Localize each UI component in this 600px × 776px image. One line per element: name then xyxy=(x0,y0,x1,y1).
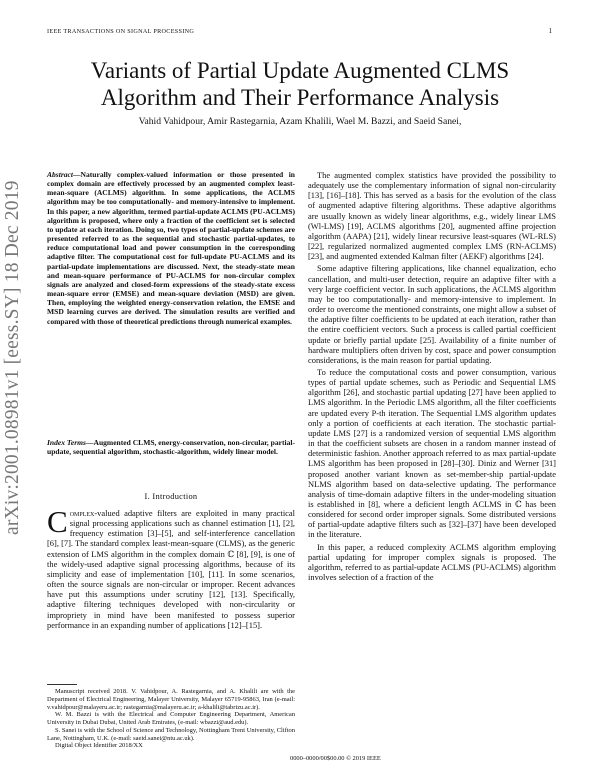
footnotes xyxy=(47,688,295,750)
paragraph-augmented-statistics: The augmented complex statistics have provided the possibility to adequately use the complementary information of signal non-circularity [13], [16]–[18]. This has served as a basis for the evolution of the class of augmented adaptive filtering algorithms. These adaptive algorithms are usually known as widely linear algorithms, e.g., widely linear LMS (Wl-LMS) [19], ACLMS algorithms [20], augmented affine projection algorithm (AAPA) [21], widely linear recursive least-squares (WL-RLS) [22], regularized normalized augmented complex LMS (RN-ACLMS) [23], and augmented extended Kalman filter (AEKF) algorithms [24]. xyxy=(308,170,556,262)
index-terms-label: Index Terms xyxy=(47,438,86,447)
running-header-journal: IEEE TRANSACTIONS ON SIGNAL PROCESSING xyxy=(47,28,195,35)
page-number: 1 xyxy=(548,27,552,35)
paragraph-this-paper: In this paper, a reduced complexity ACLMS algorithm employing partial updating for improper complex signals is proposed. The algorithm, referred to as partial-update ACLMS (PU-ACLMS) algorithm involves selection of a fraction of the xyxy=(308,541,556,583)
arxiv-side-stamp[interactable]: arXiv:2001.08981v1 [eess.SY] 18 Dec 2019 xyxy=(2,180,23,535)
abstract xyxy=(47,170,295,326)
footnote-sanei: S. Sanei is with the School of Science and Technology, Nottingham Trent University, Clifton Lane, Nottingham, U.K. (e-mail: saeid.sanei@ntu.ac.uk). xyxy=(47,726,295,742)
footnote-bazzi: W. M. Bazzi is with the Electrical and Computer Engineering Department, American University in Dubai Dubai, United Arab Emirates, (e-mail: wbazzi@aud.edu). xyxy=(47,711,295,726)
index-terms-text: —Augmented CLMS, energy-conservation, non-circular, partial-update, sequential algorithm, stochastic-algorithm, widely linear model. xyxy=(47,438,295,457)
title-line-1: Variants of Partial Update Augmented CLMS xyxy=(90,58,510,83)
abstract-text: —Naturally complex-valued information or those presented in complex domain are effectively processed by an augmented complex least-mean-square (ACLMS) algorithm. In some applications, the ACLMS algorithm may be too computationally- and memory-intensive to implement. In this paper, a new algorithm, termed partial-update ACLMS (PU-ACLMS) algorithm is proposed, where only a fraction of the coefficient set is selected to update at each iteration. Doing so, two types of partial-update schemes are presented referred to as the sequential and stochastic partial-updates, to reduce computational load and power consumption in the corresponding adaptive filter. The computational cost for full-update PU-ACLMS and its partial-update implementations are discussed. Next, the steady-state mean and mean-square performance of PU-ACLMS for non-circular complex signals are analyzed and closed-form expressions of the steady-state excess mean-square error (EMSE) and mean-square deviation (MSD) are given. Then, employing the weighted energy-conservation relation, the EMSE and MSD learning curves are derived. The simulation results are verified and compared with those of theoretical predictions through numerical examples. xyxy=(47,170,295,326)
footnote-doi: Digital Object Identifier 2018/XX xyxy=(55,742,143,750)
small-caps-lead: omplex xyxy=(69,508,95,518)
paragraph-partial-update-schemes: To reduce the computational costs and power consumption, various types of partial update schemes, such as Periodic and Sequential LMS algorithm [26], and stochastic partial updating [27] have been applied to LMS algorithm. In the Periodic LMS algorithm, all the filter coefficients are updated every P-th iteration. The Sequential LMS algorithm updates only a portion of coefficients at each iteration. The stochastic partial-update LMS [27] is a randomized version of sequential LMS algorithm in that the coefficient subsets are chosen in a random manner instead of deterministic fashion. Another approach referred to as max partial-update LMS algorithm has been proposed in [28]–[30]. Diniz and Werner [31] proposed another variant known as set-member-ship partial-update NLMS algorithm based on data-selective updating. The performance analysis of time-domain adaptive filters in the under-modeling situation is established in [8], where a deficient length ACLMS in ℂ has been considered for second order improper signals. Some distributed versions of partial-update adaptive filters such as [32]–[37] have been developed in the literature. xyxy=(308,366,556,540)
paragraph-applications: Some adaptive filtering applications, like channel equalization, echo cancellation, and multi-user detection, require an adaptive filter with a very large coefficient vector. In such applications, the ACLMS algorithm may be too computationally- and memory-intensive to implement. In order to overcome the mentioned constraints, one might allow a subset of the adaptive filter coefficients to be updated at each iteration, rather than the entire coefficient vectors. Such a process is called partial coefficient update or briefly partial update [25]. Availability of a finite number of hardware multipliers often driven by cost, space and power consumption considerations, is the main reason for partial updating. xyxy=(308,263,556,365)
index-terms xyxy=(47,438,295,456)
abstract-label: Abstract xyxy=(47,170,73,179)
footnote-manuscript: Manuscript received 2018. V. Vahidpour, A. Rastegarnia, and A. Khalili are with the Department of Electrical Engineering, Malayer University, Malayer 65719-95863, Iran (e-mail: v.vahidpour@malayeru.ac.ir; rastegarnia@malayeru.ac.ir; a-khalili@tabrizu.ac.ir). xyxy=(47,688,295,711)
author-list: Vahid Vahidpour, Amir Rastegarnia, Azam Khalili, Wael M. Bazzi, and Saeid Sanei, xyxy=(138,116,462,127)
title-line-2: Algorithm and Their Performance Analysis xyxy=(100,85,500,110)
introduction-text: -valued adaptive filters are exploited in many practical signal processing applications such as channel estimation [1], [2], frequency estimation [3]–[5], and self-interference cancellation [6], [7]. The standard complex least-mean-square (CLMS), as the generic extension of LMS algorithm in the complex domain ℂ [8], [9], is one of the widely-used adaptive signal processing algorithms, because of its simplicity and ease of implementation [10], [11]. In some scenarios, often the source signals are non-circular or improper. Recent advances have put this assumptions under scrutiny [12], [13]. Specifically, adaptive filtering techniques developed with non-circularity or impropriety in mind have been manifested to possess superior performance in an expanding number of applications [12]–[15]. xyxy=(47,508,295,630)
section-heading-introduction: I. Introduction xyxy=(144,492,198,501)
introduction-paragraph xyxy=(47,504,295,630)
paper-title xyxy=(47,57,553,111)
footnote-rule xyxy=(47,684,77,685)
copyright-notice: 0000–0000/00$00.00 © 2019 IEEE xyxy=(290,755,381,762)
right-column xyxy=(308,170,556,584)
drop-cap-letter: C xyxy=(47,504,68,539)
